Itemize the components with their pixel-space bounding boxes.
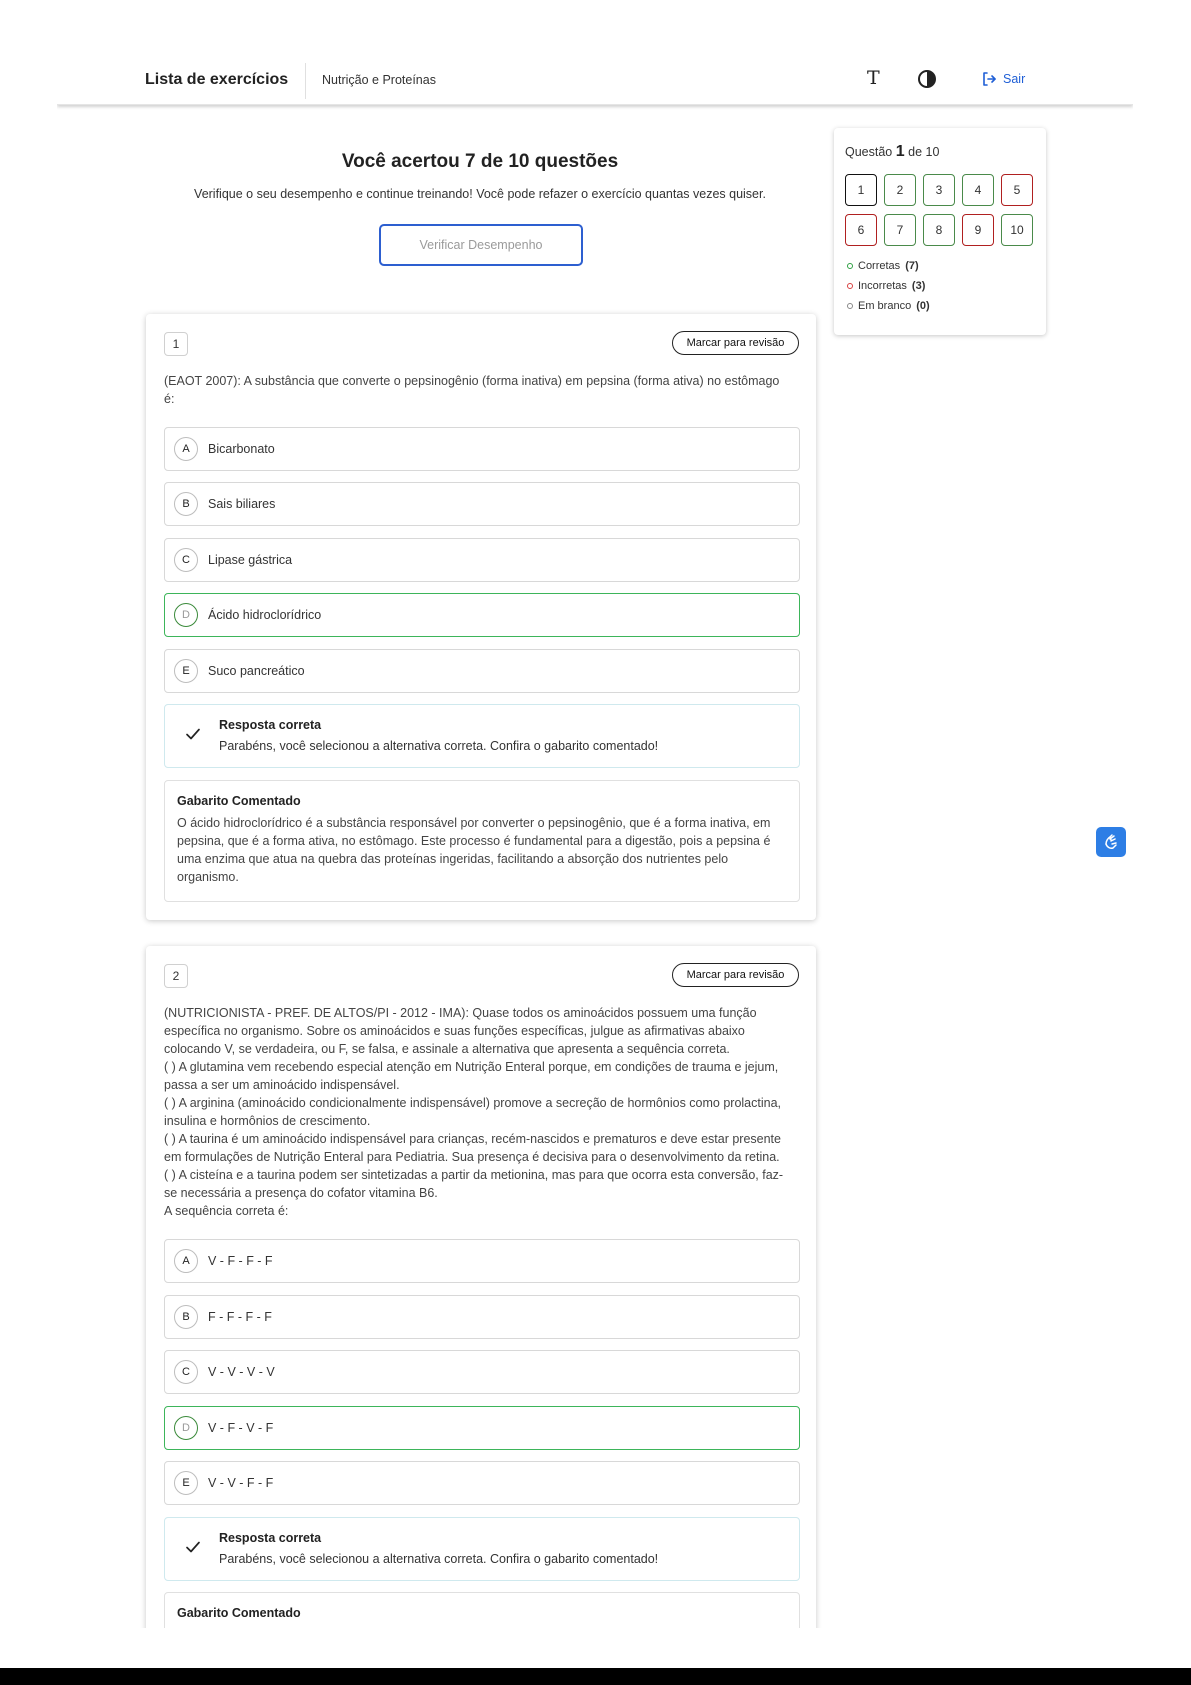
commented-answer-line: pepsina, que é a forma ativa, no estômago. Este processo é fundamental para a digestão, pois a pepsina é [177,834,771,848]
option-c[interactable] [164,1350,800,1394]
question-counter [845,143,939,161]
correct-dot-icon [847,263,853,269]
feedback-text: Parabéns, você selecionou a alternativa correta. Confira o gabarito comentado! [219,1552,659,1566]
question-text-line: ( ) A glutamina vem recebendo especial atenção em Nutrição Enteral porque, em condições de trauma e jejum, [164,1060,779,1074]
option-e[interactable] [164,649,800,693]
results-summary [145,151,815,201]
question-nav-button-4[interactable]: 4 [962,174,994,206]
question-text-line: em formulações de Nutrição Enteral para Pediatria. Sua presença é decisiva para o desenvolvimento da retina. [164,1150,780,1164]
option-letter: D [174,603,198,627]
option-d[interactable] [164,593,800,637]
commented-answer-line: organismo. [177,870,239,884]
logout-icon [981,71,997,87]
option-letter: E [174,1471,198,1495]
option-letter: B [174,1305,198,1329]
mark-review-button[interactable]: Marcar para revisão [672,963,799,987]
option-d[interactable] [164,1406,800,1450]
option-text: V - F - V - F [208,1421,274,1435]
option-letter: C [174,1360,198,1384]
font-size-icon[interactable]: T [867,67,880,89]
question-text-line: (NUTRICIONISTA - PREF. DE ALTOS/PI - 2012 - IMA): Quase todos os aminoácidos possuem uma função [164,1006,757,1020]
legend-incorrect-count: (3) [911,280,926,292]
question-card-2 [146,946,816,1628]
commented-answer-line: O ácido hidroclorídrico é a substância responsável por converter o pepsinogênio, que é a forma inativa, em [177,816,771,830]
option-text: F - F - F - F [208,1310,272,1324]
option-letter: C [174,548,198,572]
question-text-line: ( ) A arginina (aminoácido condicionalmente indispensável) promove a secreção de hormônios como prolactina, [164,1096,781,1110]
legend-correct-label: Corretas [858,260,901,272]
mark-review-button[interactable]: Marcar para revisão [672,331,799,355]
question-text-line: (EAOT 2007): A substância que converte o pepsinogênio (forma inativa) em pepsina (forma ativa) no estômago [164,374,780,388]
question-text-line: colocando V, se verdadeira, ou F, se falsa, e assinale a alternativa que apresenta a sequência correta. [164,1042,730,1056]
header-divider [305,63,306,99]
option-text: V - F - F - F [208,1254,273,1268]
option-text: Suco pancreático [208,664,305,678]
feedback-title: Resposta correta [219,718,322,732]
legend-incorrect [847,276,930,296]
question-nav-button-9[interactable]: 9 [962,214,994,246]
question-nav-button-5[interactable]: 5 [1001,174,1033,206]
score-description: Verifique o seu desempenho e continue treinando! Você pode refazer o exercício quantas vezes quiser. [194,187,766,201]
incorrect-dot-icon [847,283,853,289]
question-counter-current: 1 [895,143,905,160]
question-nav-button-3[interactable]: 3 [923,174,955,206]
page-subtitle: Nutrição e Proteínas [322,73,436,87]
question-text [164,372,800,408]
option-text: Lipase gástrica [208,553,293,567]
contrast-icon[interactable] [918,70,936,88]
option-letter: E [174,659,198,683]
check-icon [185,1539,201,1555]
app-window [57,55,1133,1628]
question-text-line: passa a ser um aminoácido indispensável. [164,1078,400,1092]
commented-answer-title: Gabarito Comentado [177,1606,301,1620]
legend-correct [847,256,930,276]
question-text-line: insulina e hormônios de crescimento. [164,1114,371,1128]
page-title: Lista de exercícios [145,71,289,88]
option-text: V - V - F - F [208,1476,274,1490]
option-letter: A [174,1249,198,1273]
results-legend [847,256,930,316]
question-number: 2 [164,964,188,988]
answer-feedback [164,704,800,768]
question-nav-button-1[interactable]: 1 [845,174,877,206]
question-counter-prefix: Questão [845,145,893,159]
commented-answer [164,780,800,902]
question-card-1 [146,314,816,920]
commented-answer [164,1592,800,1628]
option-text: Ácido hidroclorídrico [208,608,322,622]
logout-label: Sair [1003,72,1026,86]
legend-correct-count: (7) [905,260,919,272]
option-b[interactable] [164,482,800,526]
question-navigator [834,128,1046,335]
bottom-bar [0,1668,1191,1685]
legend-blank [847,296,930,316]
question-nav-button-7[interactable]: 7 [884,214,916,246]
option-a[interactable] [164,1239,800,1283]
legend-blank-count: (0) [916,300,930,312]
answer-feedback [164,1517,800,1581]
feedback-text: Parabéns, você selecionou a alternativa correta. Confira o gabarito comentado! [219,739,659,753]
score-title: Você acertou 7 de 10 questões [341,151,619,172]
question-text-line: se necessária a presença do cofator vitamina B6. [164,1186,438,1200]
verify-performance-button[interactable]: Verificar Desempenho [379,224,583,266]
option-b[interactable] [164,1295,800,1339]
legend-incorrect-label: Incorretas [858,280,907,292]
blank-dot-icon [847,303,853,309]
option-letter: A [174,437,198,461]
option-e[interactable] [164,1461,800,1505]
question-grid [845,174,1041,246]
question-nav-button-6[interactable]: 6 [845,214,877,246]
option-c[interactable] [164,538,800,582]
option-text: Sais biliares [208,497,276,511]
question-text-line: A sequência correta é: [164,1204,289,1218]
commented-answer-title: Gabarito Comentado [177,794,301,808]
question-nav-button-8[interactable]: 8 [923,214,955,246]
question-counter-suffix: de 10 [908,145,940,159]
question-text [164,1004,800,1220]
question-text-line: ( ) A cisteína e a taurina podem ser sintetizadas a partir da metionina, mas para que ocorra esta conversão, faz- [164,1168,784,1182]
question-nav-button-2[interactable]: 2 [884,174,916,206]
question-number: 1 [164,332,188,356]
commented-answer-text [177,814,789,886]
commented-answer-line: uma enzima que atua na quebra das proteínas ingeridas, facilitando a absorção dos nutrientes pelo [177,852,729,866]
option-letter: D [174,1416,198,1440]
question-text-line: é: [164,392,175,406]
sign-language-icon [1101,832,1121,852]
check-icon [185,726,201,742]
option-a[interactable] [164,427,800,471]
logout-button[interactable] [981,71,1025,87]
accessibility-button[interactable] [1096,827,1126,857]
option-text: Bicarbonato [208,442,275,456]
option-text: V - V - V - V [208,1365,275,1379]
question-text-line: ( ) A taurina é um aminoácido indispensável para crianças, recém-nascidos e prematuros e deve estar presente [164,1132,781,1146]
question-nav-button-10[interactable]: 10 [1001,214,1033,246]
option-letter: B [174,492,198,516]
question-text-line: específica no organismo. Sobre os aminoácidos e suas funções específicas, julgue as afirmativas abaixo [164,1024,745,1038]
legend-blank-label: Em branco [858,300,912,312]
feedback-title: Resposta correta [219,1531,322,1545]
top-header [57,55,1133,105]
